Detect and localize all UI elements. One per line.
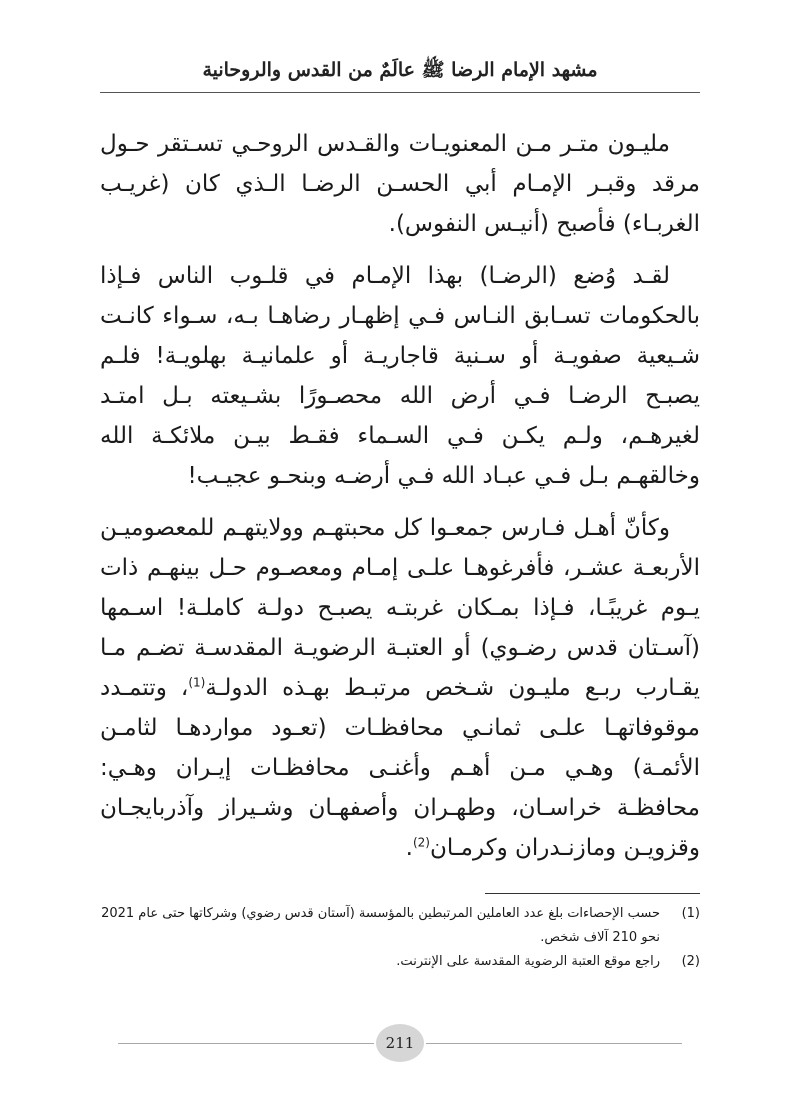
- paragraph-2: لقـد وُضع (الرضـا) بهذا الإمـام في قلـوب الناس فـإذا بالحكومات تسـابق النـاس فـي إظهـار رضاهـا بـه، سـواء كانـت شـيعية صفويـة أو سـنية قاجاريـة أو علمانيـة بهلويـة! فلـم يصبـح الرضـا فـي أرض الله محصـورًا بشـيعته بـل امتـد لغيرهـم، ولـم يكـن فـي السـماء فقـط بيـن ملائكـة الله وخالقهـم بـل فـي عبـاد الله فـي أرضـه وبنحـو عجيـب!: [100, 263, 700, 489]
- footnote-text: حسب الإحصاءات بلغ عدد العاملين المرتبطين بالمؤسسة (آستان قدس رضوي) وشركاتها حتى عام 2021 نحو 210 آلاف شخص.: [101, 906, 660, 945]
- footer-line-right: [426, 1043, 682, 1044]
- paragraph-3-text: وكأنّ أهـل فـارس جمعـوا كل محبتهـم وولايتهـم للمعصوميـن الأربعـة عشـر، فأفرغوهـا علـى إمـام ومعصـوم حـل بينهـم ذات يـوم غريبًـا، فـإذا بمـكان غربتـه يصبـح دولـة كاملـة! اسـمها (آسـتان قدس رضـوي) أو العتبـة الرضويـة المقدسـة تضـم مـا يقـارب ربـع مليـون شـخص مرتبـط بهـذه الدولـة: [100, 515, 700, 701]
- running-header: مشهد الإمام الرضا ﷺ عالَمٌ من القدس والروحانية: [202, 59, 598, 81]
- body-text: [100, 124, 700, 880]
- header-divider: [100, 92, 700, 93]
- footnote-1: [100, 902, 700, 950]
- footnote-text: راجع موقع العتبة الرضوية المقدسة على الإنترنت.: [396, 954, 660, 969]
- paragraph-3-cont: ، وتتمـدد موقوفاتهـا علـى ثمانـي محافظـات (تعـود مواردهـا لثامـن الأئمـة) وهـي مـن أهـم وأغنـى محافظـات إيـران وهـي: محافظـة خراسـان، وطهـران وأصفهـان وشـيراز وآذربايجـان وقزويـن ومازنـدران وكرمـان: [100, 675, 700, 861]
- end-punctuation: .: [405, 835, 413, 861]
- footnote-ref-1[interactable]: (1): [188, 675, 206, 690]
- footnotes: [100, 902, 700, 974]
- footnote-number: (1): [681, 906, 700, 921]
- footnote-ref-2[interactable]: (2): [412, 835, 430, 850]
- footnote-number: (2): [681, 954, 700, 969]
- page-number: 211: [376, 1024, 424, 1062]
- footnote-divider: [485, 893, 700, 894]
- paragraph-1: مليـون متـر مـن المعنويـات والقـدس الروحـي تسـتقر حـول مرقد وقبـر الإمـام أبي الحسـن الرضـا الـذي كان (غريـب الغربـاء) فأصبح (أنيـس النفوس).: [100, 131, 700, 237]
- footer-line-left: [118, 1043, 374, 1044]
- footnote-2: [100, 950, 700, 974]
- paragraph-3: [100, 508, 700, 868]
